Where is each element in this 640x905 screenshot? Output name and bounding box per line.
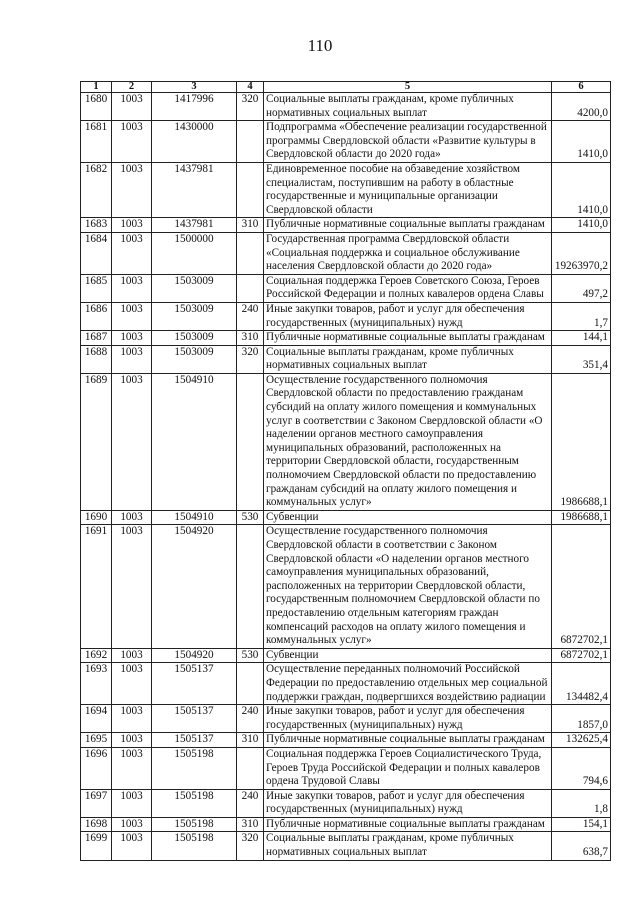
table-row [81,302,611,330]
target-code-cell: 1500000 [152,232,237,274]
item-name-cell: Субвенции [264,510,552,525]
expense-type-cell: 310 [237,733,264,748]
section-code-cell: 1003 [112,162,152,217]
amount-cell: 638,7 [552,832,611,860]
table-row [81,663,611,705]
row-number-cell: 1693 [81,663,112,705]
target-code-cell: 1504910 [152,373,237,510]
row-number-cell: 1698 [81,817,112,832]
amount-cell: 1410,0 [552,121,611,163]
table-body [81,93,611,861]
row-number-cell: 1686 [81,302,112,330]
section-code-cell: 1003 [112,93,152,121]
row-number-cell: 1694 [81,705,112,733]
table-row [81,345,611,373]
table-row [81,162,611,217]
row-number-cell: 1690 [81,510,112,525]
section-code-cell: 1003 [112,817,152,832]
header-cell: 1 [81,82,112,93]
target-code-cell: 1437981 [152,218,237,233]
target-code-cell: 1505137 [152,705,237,733]
target-code-cell: 1505137 [152,733,237,748]
expense-type-cell [237,121,264,163]
section-code-cell: 1003 [112,331,152,346]
target-code-cell: 1505198 [152,747,237,789]
section-code-cell: 1003 [112,345,152,373]
row-number-cell: 1689 [81,373,112,510]
header-cell: 2 [112,82,152,93]
section-code-cell: 1003 [112,232,152,274]
expense-type-cell [237,525,264,648]
row-number-cell: 1685 [81,274,112,302]
target-code-cell: 1504910 [152,510,237,525]
amount-cell: 794,6 [552,747,611,789]
amount-cell: 1986688,1 [552,510,611,525]
expense-type-cell: 320 [237,93,264,121]
item-name-cell: Иные закупки товаров, работ и услуг для обеспечения государственных (муниципальных) нужд [264,789,552,817]
target-code-cell: 1417996 [152,93,237,121]
amount-cell: 497,2 [552,274,611,302]
target-code-cell: 1505137 [152,663,237,705]
amount-cell: 1,8 [552,789,611,817]
expense-type-cell: 310 [237,218,264,233]
row-number-cell: 1687 [81,331,112,346]
row-number-cell: 1681 [81,121,112,163]
expense-type-cell [237,747,264,789]
expense-type-cell [237,162,264,217]
table-row [81,93,611,121]
section-code-cell: 1003 [112,373,152,510]
table-row [81,817,611,832]
item-name-cell: Публичные нормативные социальные выплаты гражданам [264,331,552,346]
row-number-cell: 1691 [81,525,112,648]
budget-table [80,81,611,861]
table-row [81,648,611,663]
row-number-cell: 1695 [81,733,112,748]
amount-cell: 154,1 [552,817,611,832]
amount-cell: 134482,4 [552,663,611,705]
table-row [81,733,611,748]
expense-type-cell: 320 [237,832,264,860]
row-number-cell: 1688 [81,345,112,373]
target-code-cell: 1503009 [152,302,237,330]
amount-cell: 6872702,1 [552,648,611,663]
item-name-cell: Публичные нормативные социальные выплаты гражданам [264,817,552,832]
amount-cell: 1,7 [552,302,611,330]
expense-type-cell: 320 [237,345,264,373]
table-row [81,218,611,233]
expense-type-cell [237,663,264,705]
section-code-cell: 1003 [112,218,152,233]
section-code-cell: 1003 [112,663,152,705]
amount-cell: 1986688,1 [552,373,611,510]
item-name-cell: Осуществление государственного полномочия Свердловской области по предоставлению гражданам субсидий на оплату жилого помещения и коммунальных услуг в соответствии с Законом Свердловской области «О наделении органов местного самоуправления муниципальных образований, расположенных на территории Свердловской области, государственным полномочием Свердловской области по предоставлению гражданам субсидий на оплату жилого помещения и коммунальных услуг» [264,373,552,510]
target-code-cell: 1503009 [152,331,237,346]
row-number-cell: 1699 [81,832,112,860]
item-name-cell: Социальная поддержка Героев Социалистического Труда, Героев Труда Российской Федерации и полных кавалеров ордена Трудовой Славы [264,747,552,789]
item-name-cell: Иные закупки товаров, работ и услуг для обеспечения государственных (муниципальных) нужд [264,705,552,733]
table-row [81,274,611,302]
table-row [81,789,611,817]
table-row [81,121,611,163]
table-row [81,747,611,789]
item-name-cell: Публичные нормативные социальные выплаты гражданам [264,733,552,748]
header-cell: 6 [552,82,611,93]
item-name-cell: Социальные выплаты гражданам, кроме публичных нормативных социальных выплат [264,832,552,860]
header-cell: 5 [264,82,552,93]
target-code-cell: 1504920 [152,525,237,648]
section-code-cell: 1003 [112,789,152,817]
item-name-cell: Публичные нормативные социальные выплаты гражданам [264,218,552,233]
section-code-cell: 1003 [112,733,152,748]
item-name-cell: Осуществление государственного полномочия Свердловской области в соответствии с Законом Свердловской области «О наделении органов местного самоуправления муниципальных образований, расположенных на территории Свердловской области, государственным полномочием Свердловской области по предоставлению отдельным категориям граждан компенсаций расходов на оплату жилого помещения и коммунальных услуг» [264,525,552,648]
page-number: 110 [307,36,333,55]
section-code-cell: 1003 [112,648,152,663]
item-name-cell: Иные закупки товаров, работ и услуг для обеспечения государственных (муниципальных) нужд [264,302,552,330]
section-code-cell: 1003 [112,302,152,330]
section-code-cell: 1003 [112,705,152,733]
section-code-cell: 1003 [112,121,152,163]
item-name-cell: Субвенции [264,648,552,663]
table-row [81,373,611,510]
expense-type-cell [237,274,264,302]
expense-type-cell: 240 [237,789,264,817]
expense-type-cell [237,373,264,510]
row-number-cell: 1680 [81,93,112,121]
section-code-cell: 1003 [112,510,152,525]
row-number-cell: 1683 [81,218,112,233]
section-code-cell: 1003 [112,525,152,648]
target-code-cell: 1505198 [152,817,237,832]
table-row [81,525,611,648]
row-number-cell: 1682 [81,162,112,217]
expense-type-cell: 310 [237,817,264,832]
item-name-cell: Осуществление переданных полномочий Российской Федерации по предоставлению отдельных мер социальной поддержки граждан, подвергшихся воздействию радиации [264,663,552,705]
target-code-cell: 1437981 [152,162,237,217]
section-code-cell: 1003 [112,832,152,860]
item-name-cell: Государственная программа Свердловской области «Социальная поддержка и социальное обслуживание населения Свердловской области до 2020 года» [264,232,552,274]
target-code-cell: 1505198 [152,832,237,860]
table-row [81,832,611,860]
row-number-cell: 1684 [81,232,112,274]
amount-cell: 6872702,1 [552,525,611,648]
target-code-cell: 1504920 [152,648,237,663]
table-row [81,510,611,525]
table-row [81,331,611,346]
expense-type-cell: 240 [237,302,264,330]
expense-type-cell [237,232,264,274]
amount-cell: 4200,0 [552,93,611,121]
section-code-cell: 1003 [112,274,152,302]
row-number-cell: 1692 [81,648,112,663]
amount-cell: 1857,0 [552,705,611,733]
expense-type-cell: 310 [237,331,264,346]
table-header [81,82,611,93]
amount-cell: 132625,4 [552,733,611,748]
item-name-cell: Единовременное пособие на обзаведение хозяйством специалистам, поступившим на работу в областные государственные и муниципальные организации Свердловской области [264,162,552,217]
section-code-cell: 1003 [112,747,152,789]
row-number-cell: 1697 [81,789,112,817]
target-code-cell: 1503009 [152,274,237,302]
expense-type-cell: 240 [237,705,264,733]
amount-cell: 1410,0 [552,218,611,233]
item-name-cell: Социальная поддержка Героев Советского Союза, Героев Российской Федерации и полных кавалеров ордена Славы [264,274,552,302]
expense-type-cell: 530 [237,648,264,663]
target-code-cell: 1503009 [152,345,237,373]
row-number-cell: 1696 [81,747,112,789]
amount-cell: 144,1 [552,331,611,346]
item-name-cell: Социальные выплаты гражданам, кроме публичных нормативных социальных выплат [264,93,552,121]
header-cell: 4 [237,82,264,93]
amount-cell: 19263970,2 [552,232,611,274]
target-code-cell: 1505198 [152,789,237,817]
item-name-cell: Подпрограмма «Обеспечение реализации государственной программы Свердловской области «Развитие культуры в Свердловской области до 2020 года» [264,121,552,163]
table-row [81,705,611,733]
expense-type-cell: 530 [237,510,264,525]
amount-cell: 1410,0 [552,162,611,217]
item-name-cell: Социальные выплаты гражданам, кроме публичных нормативных социальных выплат [264,345,552,373]
table-row [81,232,611,274]
target-code-cell: 1430000 [152,121,237,163]
header-cell: 3 [152,82,237,93]
amount-cell: 351,4 [552,345,611,373]
